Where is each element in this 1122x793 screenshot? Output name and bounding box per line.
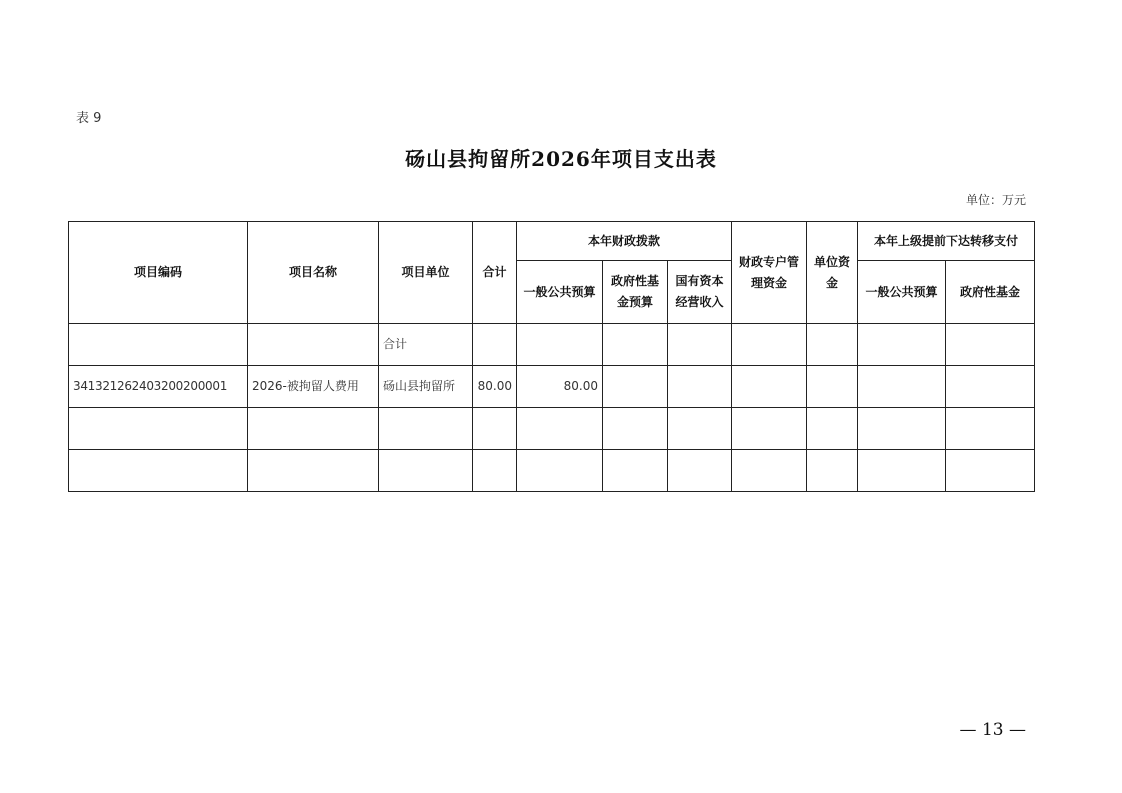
- col-group-fiscal: 本年财政拨款: [517, 222, 732, 261]
- cell-general-budget: [517, 450, 603, 492]
- cell-gov-fund: [603, 408, 668, 450]
- cell-code: 341321262403200200001: [69, 366, 248, 408]
- cell-transfer-general: [858, 324, 946, 366]
- cell-name: [248, 324, 379, 366]
- table-number-label: 表 9: [76, 111, 102, 126]
- cell-name: [248, 450, 379, 492]
- cell-transfer-general: [858, 366, 946, 408]
- cell-name: 2026-被拘留人费用: [248, 366, 379, 408]
- cell-transfer-general: [858, 408, 946, 450]
- cell-unit-fund: [807, 450, 858, 492]
- cell-unit: 砀山县拘留所: [379, 366, 473, 408]
- col-header-unit-fund: 单位资金: [807, 222, 858, 324]
- col-header-name: 项目名称: [248, 222, 379, 324]
- cell-unit: 合计: [379, 324, 473, 366]
- page-number: — 13 —: [959, 720, 1026, 740]
- col-header-general-budget: 一般公共预算: [517, 261, 603, 324]
- table-row: [69, 366, 1035, 408]
- cell-state-capital: [668, 366, 732, 408]
- table-row-total: [69, 324, 1035, 366]
- cell-code: [69, 408, 248, 450]
- cell-name: [248, 408, 379, 450]
- cell-state-capital: [668, 450, 732, 492]
- cell-transfer-gov-fund: [946, 450, 1035, 492]
- cell-special-fund: [732, 408, 807, 450]
- cell-unit-fund: [807, 408, 858, 450]
- cell-general-budget: 80.00: [517, 366, 603, 408]
- col-header-special-fund: 财政专户管理资金: [732, 222, 807, 324]
- cell-general-budget: [517, 324, 603, 366]
- cell-unit-fund: [807, 366, 858, 408]
- cell-transfer-gov-fund: [946, 408, 1035, 450]
- cell-transfer-general: [858, 450, 946, 492]
- col-header-state-capital: 国有资本经营收入: [668, 261, 732, 324]
- cell-code: [69, 324, 248, 366]
- cell-unit: [379, 450, 473, 492]
- unit-label: 单位：万元: [965, 193, 1026, 207]
- cell-state-capital: [668, 324, 732, 366]
- cell-gov-fund: [603, 366, 668, 408]
- col-header-unit: 项目单位: [379, 222, 473, 324]
- table-header-row: [69, 222, 1035, 261]
- cell-gov-fund: [603, 450, 668, 492]
- cell-total: [473, 324, 517, 366]
- cell-state-capital: [668, 408, 732, 450]
- cell-unit-fund: [807, 324, 858, 366]
- page-title: 砀山县拘留所2026年项目支出表: [405, 147, 717, 171]
- col-header-transfer-general: 一般公共预算: [858, 261, 946, 324]
- col-header-gov-fund: 政府性基金预算: [603, 261, 668, 324]
- table-row: [69, 408, 1035, 450]
- col-header-total: 合计: [473, 222, 517, 324]
- col-group-transfer: 本年上级提前下达转移支付: [858, 222, 1035, 261]
- cell-transfer-gov-fund: [946, 324, 1035, 366]
- cell-total: [473, 450, 517, 492]
- cell-general-budget: [517, 408, 603, 450]
- cell-total: 80.00: [473, 366, 517, 408]
- cell-total: [473, 408, 517, 450]
- cell-special-fund: [732, 324, 807, 366]
- col-header-code: 项目编码: [69, 222, 248, 324]
- cell-transfer-gov-fund: [946, 366, 1035, 408]
- project-expenditure-table: [68, 221, 1035, 492]
- cell-code: [69, 450, 248, 492]
- col-header-transfer-gov-fund: 政府性基金: [946, 261, 1035, 324]
- cell-special-fund: [732, 450, 807, 492]
- table-row: [69, 450, 1035, 492]
- cell-special-fund: [732, 366, 807, 408]
- cell-gov-fund: [603, 324, 668, 366]
- cell-unit: [379, 408, 473, 450]
